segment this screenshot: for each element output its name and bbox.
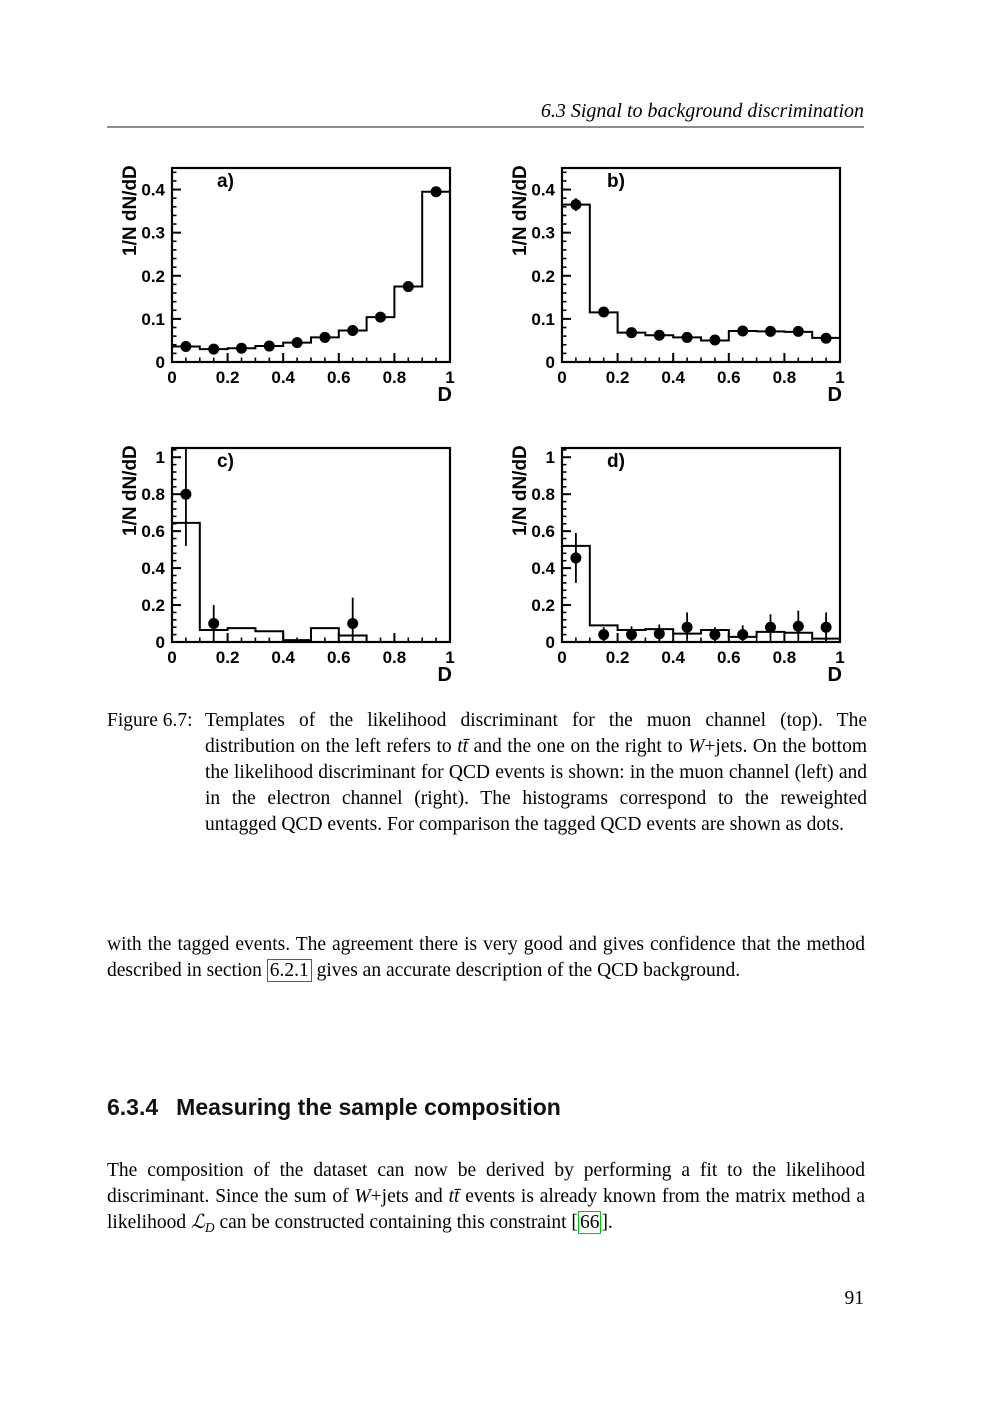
- data-point: [208, 618, 219, 629]
- data-point: [598, 629, 609, 640]
- x-tick-label: 0.4: [661, 368, 686, 387]
- data-point: [793, 326, 804, 337]
- x-tick-label: 1: [835, 648, 845, 667]
- data-point: [375, 312, 386, 323]
- x-axis: [167, 353, 454, 387]
- data-point: [180, 341, 191, 352]
- x-axis-title: D: [827, 384, 842, 406]
- text-segment: W: [354, 1186, 371, 1207]
- text-segment: ].: [601, 1212, 613, 1233]
- y-axis-title: 1/N dN/dD: [120, 445, 141, 536]
- data-point: [737, 325, 748, 336]
- text-segment: +jets and: [370, 1186, 449, 1207]
- text-segment: ℒ: [190, 1212, 205, 1233]
- data-point: [598, 306, 609, 317]
- data-point: [682, 622, 693, 633]
- body-paragraph: [107, 1158, 865, 1241]
- y-axis: [141, 448, 181, 652]
- section-heading: [107, 1094, 561, 1121]
- data-point: [654, 330, 665, 341]
- y-tick-label: 0.1: [531, 309, 555, 329]
- y-tick-label: 0: [155, 633, 165, 652]
- text-segment: Templates of the likelihood discriminant for the muon channel (top). The distribution on the left refers to: [205, 710, 867, 757]
- x-tick-label: 0.4: [661, 648, 686, 667]
- page-number: 91: [844, 1288, 864, 1309]
- data-point: [347, 325, 358, 336]
- y-tick-label: 0.2: [531, 596, 555, 616]
- data-point: [347, 618, 358, 629]
- section-title: Measuring the sample composition: [176, 1094, 561, 1120]
- y-tick-label: 0.3: [531, 223, 555, 243]
- y-tick-label: 0: [545, 633, 555, 652]
- y-tick-label: 0.8: [141, 485, 165, 505]
- figure-caption-label: Figure 6.7:: [107, 710, 193, 731]
- y-tick-label: 0.3: [141, 223, 165, 243]
- text-segment: D: [205, 1220, 215, 1236]
- data-point: [626, 327, 637, 338]
- chart-panel-c: [98, 428, 478, 698]
- data-point: [180, 489, 191, 500]
- body-paragraph: [107, 932, 865, 984]
- histogram-line: [562, 205, 840, 341]
- y-axis-title: 1/N dN/dD: [120, 165, 141, 256]
- y-tick-label: 0.2: [141, 596, 165, 616]
- data-point: [319, 332, 330, 343]
- y-tick-label: 0.4: [531, 180, 555, 200]
- data-point: [765, 622, 776, 633]
- y-tick-label: 0.2: [531, 266, 555, 286]
- chart-panel-b: [488, 148, 868, 418]
- y-tick-label: 0.6: [531, 522, 555, 542]
- data-point: [403, 281, 414, 292]
- x-axis-title: D: [437, 664, 452, 686]
- y-tick-label: 0: [155, 353, 165, 372]
- text-segment: The composition of the dataset can now be derived by performing a fit to the likelihood discriminant. Since the sum of: [107, 1160, 865, 1207]
- chart-panel-a: [98, 148, 478, 418]
- data-point: [654, 628, 665, 639]
- text-segment: +jets. On the bottom the likelihood discriminant for QCD events is shown: in the muon channel (left) and in the electron channel (right). The histograms correspond to the reweighted untagged QCD events. For comparison the tagged QCD events are shown as dots.: [205, 736, 867, 835]
- panel-label: a): [217, 171, 234, 192]
- y-tick-label: 1: [155, 448, 165, 468]
- panel-label: b): [607, 171, 625, 192]
- x-tick-label: 0.2: [605, 368, 630, 387]
- text-segment: can be constructed containing this constraint [: [214, 1212, 578, 1233]
- data-point: [292, 337, 303, 348]
- x-axis-title: D: [827, 664, 842, 686]
- x-axis: [557, 353, 844, 387]
- x-tick-label: 0.8: [382, 648, 407, 667]
- text-segment: events is already known from the matrix method a likelihood: [107, 1186, 865, 1233]
- panel-label: d): [607, 451, 625, 472]
- data-point: [236, 343, 247, 354]
- data-dots: [570, 198, 831, 345]
- plot-frame: [172, 168, 450, 362]
- data-point: [208, 344, 219, 355]
- y-axis: [141, 172, 181, 372]
- data-dots: [180, 448, 358, 642]
- x-tick-label: 0.4: [271, 648, 296, 667]
- citation-link[interactable]: 66: [579, 1212, 600, 1233]
- x-axis-title: D: [437, 384, 452, 406]
- x-tick-label: 1: [445, 648, 455, 667]
- x-tick-label: 0: [557, 648, 567, 667]
- y-tick-label: 1: [545, 448, 555, 468]
- x-tick-label: 0.2: [215, 648, 240, 667]
- y-tick-label: 0.4: [141, 559, 165, 579]
- x-tick-label: 0.2: [605, 648, 630, 667]
- text-segment: tt̄: [457, 736, 469, 757]
- data-point: [626, 629, 637, 640]
- figure-caption: [107, 708, 867, 838]
- histogram-line: [172, 192, 450, 349]
- y-axis-title: 1/N dN/dD: [510, 445, 531, 536]
- data-point: [821, 622, 832, 633]
- data-point: [431, 186, 442, 197]
- y-tick-label: 0.8: [531, 485, 555, 505]
- x-tick-label: 0.2: [215, 368, 240, 387]
- y-tick-label: 0: [545, 353, 555, 372]
- text-segment: with the tagged events. The agreement there is very good and gives confidence that the method described in section: [107, 934, 865, 981]
- chart-panel-d: [488, 428, 868, 698]
- y-tick-label: 0.2: [141, 266, 165, 286]
- data-point: [570, 552, 581, 563]
- data-point: [264, 341, 275, 352]
- panel-label: c): [217, 451, 234, 472]
- x-tick-label: 1: [835, 368, 845, 387]
- x-tick-label: 0.6: [716, 368, 741, 387]
- data-point: [821, 333, 832, 344]
- x-tick-label: 0.6: [716, 648, 741, 667]
- section-number: 6.3.4: [107, 1094, 159, 1120]
- data-point: [765, 326, 776, 337]
- y-tick-label: 0.6: [141, 522, 165, 542]
- x-tick-label: 0.4: [271, 368, 296, 387]
- data-point: [570, 199, 581, 210]
- x-tick-label: 0.6: [326, 648, 351, 667]
- y-axis: [531, 448, 571, 652]
- section-ref-link[interactable]: 6.2.1: [267, 959, 312, 982]
- y-tick-label: 0.4: [531, 559, 555, 579]
- x-tick-label: 0: [167, 648, 177, 667]
- text-segment: gives an accurate description of the QCD background.: [311, 960, 741, 981]
- x-tick-label: 0.6: [326, 368, 351, 387]
- data-point: [682, 332, 693, 343]
- running-header: 6.3 Signal to background discrimination: [540, 100, 864, 122]
- data-point: [709, 629, 720, 640]
- text-segment: and the one on the right to: [468, 736, 689, 757]
- data-point: [793, 621, 804, 632]
- y-axis: [531, 172, 571, 372]
- y-tick-label: 0.4: [141, 180, 165, 200]
- data-point: [709, 335, 720, 346]
- header-rule: [107, 126, 864, 128]
- text-segment: tt̄: [448, 1186, 460, 1207]
- x-tick-label: 0.8: [772, 648, 797, 667]
- x-tick-label: 0: [167, 368, 177, 387]
- x-tick-label: 0: [557, 368, 567, 387]
- y-axis-title: 1/N dN/dD: [510, 165, 531, 256]
- x-tick-label: 1: [445, 368, 455, 387]
- x-tick-label: 0.8: [382, 368, 407, 387]
- data-dots: [180, 186, 441, 354]
- figure-caption-text: [205, 708, 867, 838]
- x-tick-label: 0.8: [772, 368, 797, 387]
- data-point: [737, 629, 748, 640]
- text-segment: W: [688, 736, 705, 757]
- y-tick-label: 0.1: [141, 309, 165, 329]
